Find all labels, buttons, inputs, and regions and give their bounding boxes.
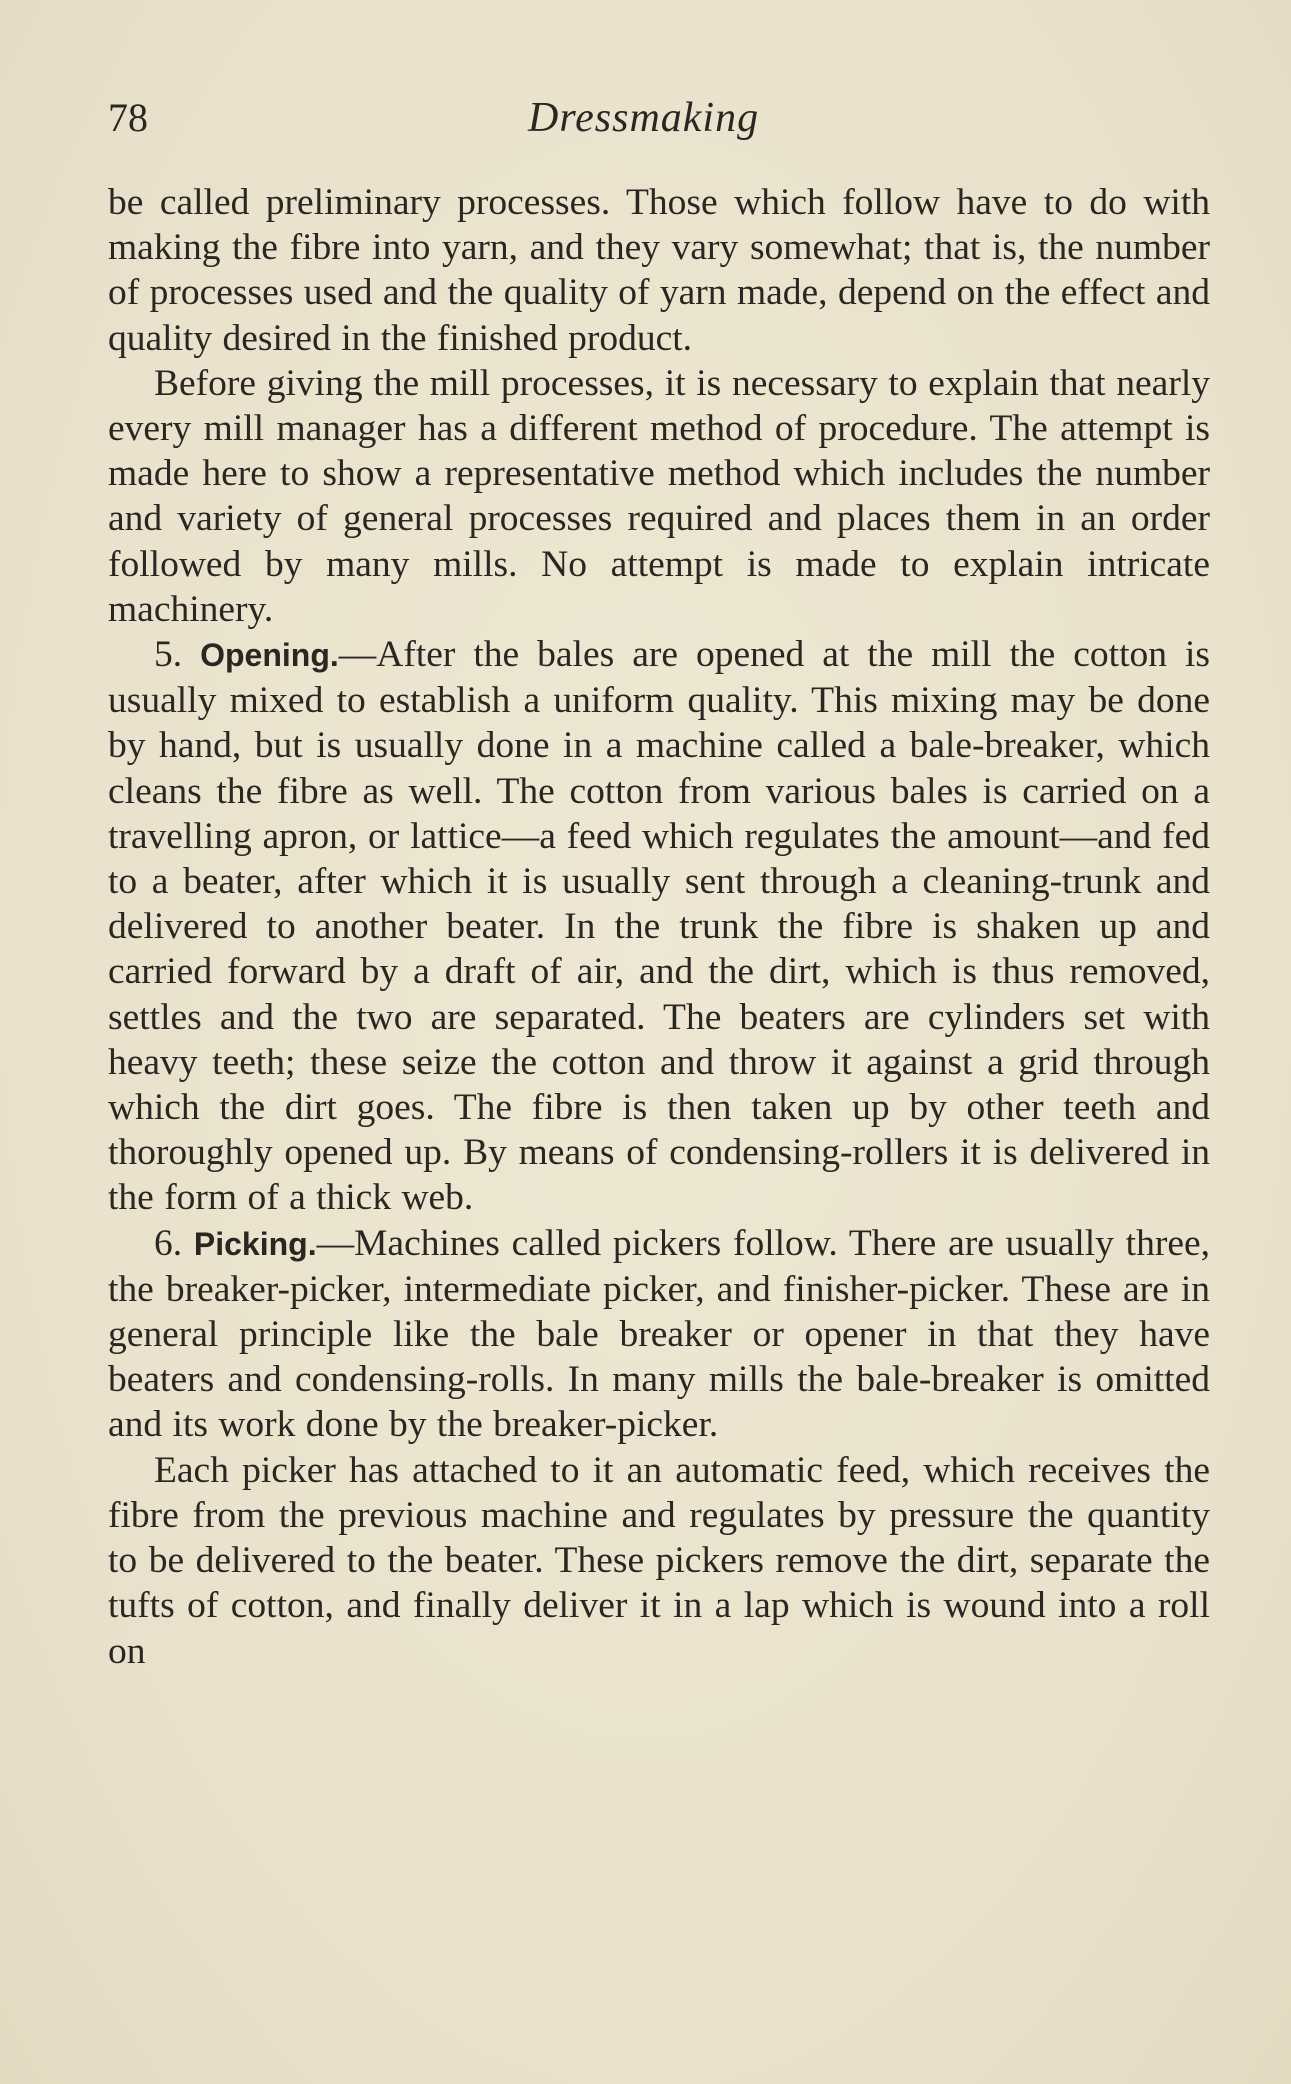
paragraph-automatic-feed [108, 1448, 1210, 1674]
paragraph-text: —Machines called pickers follow. There are usually three, the breaker-picker, intermediate picker, and finisher-picker. These are in general principle like the bale breaker or opener in that they have beaters and condensing-rolls. In many mills the bale-breaker is omitted and its work done by the breaker-picker. [108, 1222, 1211, 1446]
paragraph-text: Each picker has attached to it an automatic feed, which receives the fibre from the previous machine and regulates by pressure the quantity to be delivered to the beater. These pickers remove the dirt, separate the tufts of cotton, and finally deliver it in a lap which is wound into a roll on [108, 1449, 1210, 1672]
running-title: Dressmaking [528, 95, 760, 141]
paragraph-mill-processes [108, 361, 1210, 632]
paragraph-opening [108, 632, 1210, 1221]
paragraph-text: Before giving the mill processes, it is necessary to explain that nearly every mill manager has a different method of procedure. The attempt is made here to show a representative method which includes the number and variety of general processes required and places them in an order followed by many mills. No attempt is made to explain intricate machinery. [108, 362, 1210, 630]
section-heading-opening: Opening. [200, 637, 339, 674]
section-heading-picking: Picking. [193, 1225, 317, 1262]
paragraph-preliminary-processes [108, 180, 1210, 361]
section-number: 5. [154, 634, 183, 676]
running-head [108, 90, 1208, 146]
section-number: 6. [154, 1222, 183, 1264]
paragraph-picking [108, 1221, 1210, 1448]
paragraph-text: be called preliminary processes. Those which follow have to do with making the fibre into yarn, and they vary somewhat; that is, the number of processes used and the quality of yarn made, depend on the effect and quality desired in the finished product. [108, 182, 1210, 359]
paragraph-text: —After the bales are opened at the mill the cotton is usually mixed to establish a uniform quality. This mixing may be done by hand, but is usually done in a machine called a bale-breaker, which cleans the fibre as well. The cotton from various bales is carried on a travelling apron, or lattice—a feed which regulates the amount—and fed to a beater, after which it is usually sent through a cleaning-trunk and delivered to another beater. In the trunk the fibre is shaken up and carried forward by a draft of air, and the dirt, which is thus removed, settles and the two are separated. The beaters are cylinders set with heavy teeth; these seize the cotton and throw it against a grid through which the dirt goes. The fibre is then taken up by other teeth and thoroughly opened up. By means of condensing-rollers it is delivered in the form of a thick web. [108, 634, 1211, 1219]
page-number: 78 [108, 95, 148, 140]
body-text [108, 180, 1210, 1674]
